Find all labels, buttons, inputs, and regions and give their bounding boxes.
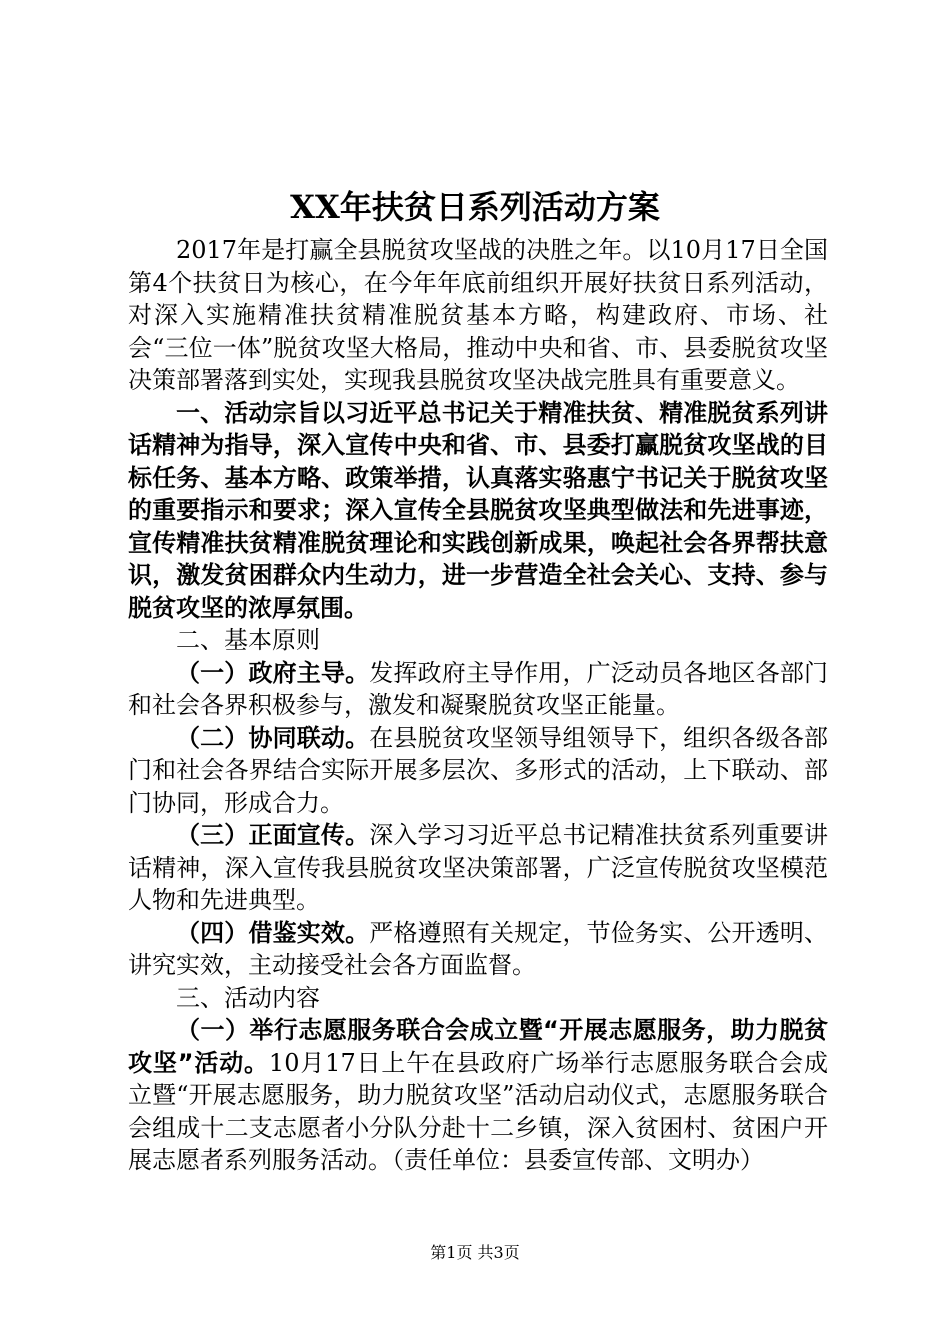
principle-paragraph bbox=[128, 657, 828, 722]
principle-text: 发挥政府主导作用，广泛动员各地区各部门和社会各界积极参与，激发和凝聚脱贫攻坚正能量。 bbox=[128, 658, 829, 719]
principle-text: 在县脱贫攻坚领导组领导下，组织各级各部门和社会各界结合实际开展多层次、多形式的活动，上下联动、部门协同，形成合力。 bbox=[128, 723, 829, 817]
principle-paragraph bbox=[128, 917, 828, 982]
principle-text: 严格遵照有关规定，节俭务实、公开透明、讲究实效，主动接受社会各方面监督。 bbox=[128, 918, 829, 979]
principle-lead: （四）借鉴实效。 bbox=[176, 918, 370, 947]
principle-lead: （三）正面宣传。 bbox=[176, 821, 370, 849]
section-activities-heading: 三、活动内容 bbox=[176, 983, 320, 1012]
principle-paragraph bbox=[128, 819, 828, 917]
activity-paragraph bbox=[128, 1014, 828, 1177]
principle-paragraph bbox=[128, 722, 828, 820]
section-purpose-paragraph: 一、活动宗旨以习近平总书记关于精准扶贫、精准脱贫系列讲话精神为指导，深入宣传中央和省、市、县委打赢脱贫攻坚战的目标任务、基本方略、政策举措，认真落实骆惠宁书记关于脱贫攻坚的重要指示和要求；深入宣传全县脱贫攻坚典型做法和先进事迹，宣传精准扶贫精准脱贫理论和实践创新成果，唤起社会各界帮扶意识，激发贫困群众内生动力，进一步营造全社会关心、支持、参与脱贫攻坚的浓厚氛围。 bbox=[128, 398, 828, 622]
intro-paragraph: 2017年是打赢全县脱贫攻坚战的决胜之年。以10月17日全国第4个扶贫日为核心，在今年年底前组织开展好扶贫日系列活动，对深入实施精准扶贫精准脱贫基本方略，构建政府、市场、社会“三位一体”脱贫攻坚大格局，推动中央和省、市、县委脱贫攻坚决策部署落到实处，实现我县脱贫攻坚决战完胜具有重要意义。 bbox=[128, 236, 828, 394]
activity-text: 10月17日上午在县政府广场举行志愿服务联合会成立暨“开展志愿服务，助力脱贫攻坚”活动启动仪式，志愿服务联合会组成十二支志愿者小分队分赴十二乡镇，深入贫困村、贫困户开展志愿者系列服务活动。（责任单位：县委宣传部、文明办） bbox=[128, 1048, 828, 1174]
document-body bbox=[128, 234, 828, 1177]
document-title: XX年扶贫日系列活动方案 bbox=[290, 188, 660, 226]
page-footer: 第1页 共3页 bbox=[430, 1243, 520, 1262]
section-principles-heading: 二、基本原则 bbox=[176, 626, 320, 654]
principle-lead: （一）政府主导。 bbox=[176, 658, 370, 687]
activity-lead: （一）举行志愿服务联合会成立暨“开展志愿服务，助力脱贫攻坚”活动。 bbox=[128, 1016, 828, 1077]
principle-lead: （二）协同联动。 bbox=[176, 723, 370, 752]
principle-text: 深入学习习近平总书记精准扶贫系列重要讲话精神，深入宣传我县脱贫攻坚决策部署，广泛宣传脱贫攻坚模范人物和先进典型。 bbox=[128, 821, 829, 914]
